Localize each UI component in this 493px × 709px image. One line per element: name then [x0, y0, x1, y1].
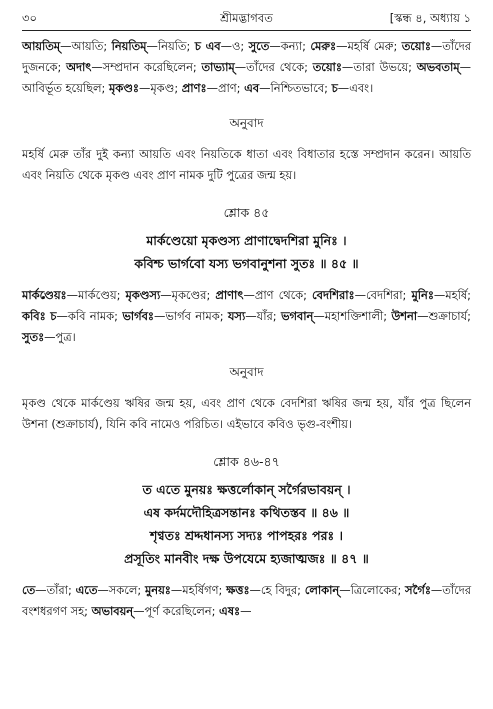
synonym-meaning: তাঁদের বংশধরগণ সহ: [22, 583, 471, 618]
synonym-word: সর্গৈঃ: [405, 583, 431, 597]
synonym-meaning: মহাশক্তিশালী: [324, 309, 384, 323]
synonym-word: চ এব: [194, 39, 221, 53]
synonym-meaning: নিশ্চিতভাবে: [270, 81, 325, 95]
chapter-reference: [স্কন্ধ ৪, অধ্যায় ১: [389, 11, 471, 25]
synonym-word: প্রাণঃ: [181, 81, 207, 95]
synonym-meaning: এবং: [349, 81, 370, 95]
page-header: [22, 10, 471, 30]
synonym-word: বেদশিরাঃ: [312, 288, 355, 302]
synonym-word: আয়তিম্: [22, 39, 61, 53]
synonym-word: এষঃ: [219, 604, 241, 618]
synonym-meaning: মৃকণ্ড: [150, 81, 175, 95]
synonym-word: তাভ্যাম্: [201, 60, 235, 74]
synonym-meaning: সম্প্রদান করেছিলেন: [102, 60, 193, 74]
synonym-word: চ: [331, 81, 338, 95]
synonym-word: নিয়তিম্: [111, 39, 147, 53]
synonym-word: মৃকণ্ডস্য: [125, 288, 161, 302]
synonym-meaning: ভার্গব নামক: [165, 309, 220, 323]
synonym-word: মেরুঃ: [310, 39, 337, 53]
synonym-meaning: আয়তি: [71, 39, 104, 53]
page-number: ৩০: [22, 11, 37, 25]
synonym-meaning: প্রাণ: [217, 81, 237, 95]
page-body: [22, 36, 471, 622]
synonym-meaning: মৃকণ্ডের: [171, 288, 207, 302]
synonym-meaning: তাঁদের দুজনকে: [22, 39, 471, 74]
synonym-meaning: পূর্ণ করেছিলেন: [144, 604, 212, 618]
synonym-meaning: মহর্ষি: [445, 288, 468, 302]
book-title: শ্রীমদ্ভাগবত: [220, 11, 273, 25]
synonym-word: লোকান্: [304, 583, 340, 597]
verse-line: এষ কর্দমদৌহিত্রসন্তানঃ কথিতস্তব ॥ ৪৬ ॥: [143, 505, 350, 520]
synonym-word: মৃকণ্ডঃ: [108, 81, 139, 95]
verse-line: ত এতে মুনয়ঃ ক্ষত্তর্লোকান্ সর্গৈরভাবয়ন্ ।: [142, 482, 351, 497]
synonym-word: তয়োঃ: [312, 60, 342, 74]
synonyms-paragraph: তে—তাঁরা; এতে—সকলে; মুনয়ঃ—মহর্ষিগণ; ক্ষত্তঃ—হে বিদুর; লোকান্—ত্রিলোকের; সর্গৈঃ—তাঁদের বংশধরগণ সহ; অভাবয়ন্—পূর্ণ করেছিলেন; এষঃ—: [22, 583, 471, 618]
synonym-word: এব: [244, 81, 260, 95]
synonyms-paragraph: আয়তিম্—আয়তি; নিয়তিম্—নিয়তি; চ এব—ও; সুতে—কন্যা; মেরুঃ—মহর্ষি মেরু; তয়োঃ—তাঁদের দুজনকে; অদাৎ—সম্প্রদান করেছিলেন; তাভ্যাম্—তাঁদের থেকে; তয়োঃ—তারা উভয়ে; অভবতাম্—আবির্ভূত হয়েছিল; মৃকণ্ডঃ—মৃকণ্ড; প্রাণঃ—প্রাণ; এব—নিশ্চিতভাবে; চ—এবং।: [22, 39, 471, 95]
synonym-word: ক্ষত্তঃ: [226, 583, 250, 597]
synonym-meaning: মার্কণ্ডেয়: [78, 288, 117, 302]
synonym-meaning: নিয়তি: [157, 39, 187, 53]
verse-label: শ্লোক ৪৫: [223, 205, 270, 220]
translation-paragraph: মহর্ষি মেরু তাঁর দুই কন্যা আয়তি এবং নিয়তিকে ধাতা এবং বিধাতার হস্তে সম্প্রদান করেন। আয়তি এবং নিয়তি থেকে মৃকণ্ড এবং প্রাণ নামক দুটি পুত্রের জন্ম হয়।: [22, 147, 471, 182]
synonym-meaning: ত্রিলোকের: [350, 583, 398, 597]
verse-line: মার্কণ্ডেয়ো মৃকণ্ডস্য প্রাণাদ্বেদশিরা মুনিঃ ।: [146, 233, 347, 248]
synonym-word: অভাবয়ন্: [91, 604, 134, 618]
synonym-word: মুনয়ঃ: [144, 583, 171, 597]
synonym-word: প্রাণাৎ: [215, 288, 244, 302]
synonym-word: এতে: [75, 583, 98, 597]
verse-line: কবিশ্চ ভার্গবো যস্য ভগবানুশনা সুতঃ ॥ ৪৫ ॥: [134, 256, 359, 271]
synonym-word: সুতঃ: [22, 330, 45, 344]
synonym-meaning: প্রাণ থেকে: [254, 288, 304, 302]
synonym-word: অভবতাম্: [416, 60, 460, 74]
synonym-meaning: বেদশিরা: [366, 288, 403, 302]
translation-heading: অনুবাদ: [229, 116, 264, 130]
synonym-meaning: আবির্ভূত হয়েছিল: [22, 81, 102, 95]
translation-heading: অনুবাদ: [229, 365, 264, 379]
synonym-word: তে: [22, 583, 36, 597]
synonym-word: ভগবান্: [280, 309, 314, 323]
synonym-meaning: সকলে: [108, 583, 138, 597]
synonym-word: মার্কণ্ডেয়ঃ: [22, 288, 67, 302]
synonym-meaning: পুত্র: [55, 330, 72, 344]
synonym-meaning: তাঁদের থেকে: [246, 60, 305, 74]
synonym-word: উশনা: [391, 309, 418, 323]
verse-line: প্রসূতিং মানবীং দক্ষ উপযেমে হ্যজাত্মজঃ ॥ ৪৭ ॥: [124, 551, 369, 566]
synonym-word: ভার্গবঃ: [122, 309, 154, 323]
synonyms-paragraph: মার্কণ্ডেয়ঃ—মার্কণ্ডেয়; মৃকণ্ডস্য—মৃকণ্ডের; প্রাণাৎ—প্রাণ থেকে; বেদশিরাঃ—বেদশিরা; মুনিঃ—মহর্ষি; কবিঃ চ—কবি নামক; ভার্গবঃ—ভার্গব নামক; যস্য—যাঁর; ভগবান্—মহাশক্তিশালী; উশনা—শুক্রাচার্য; সুতঃ—পুত্র।: [22, 288, 471, 344]
verse-line: শৃণ্বতঃ শ্রদ্দধানস্য সদ্যঃ পাপহরঃ পরঃ ।: [149, 528, 344, 543]
synonym-word: অদাৎ: [66, 60, 92, 74]
translation-paragraph: মৃকণ্ড থেকে মার্কণ্ডেয় ঋষির জন্ম হয়, এবং প্রাণ থেকে বেদশিরা ঋষির জন্ম হয়, যাঁর পুত্র ছিলেন উশনা (শুক্রাচার্য), যিনি কবি নামেও পরিচিত। এইভাবে কবিও ভৃগু-বংশীয়।: [22, 396, 471, 431]
synonym-meaning: মহর্ষি মেরু: [347, 39, 394, 53]
synonym-meaning: হে বিদুর: [260, 583, 298, 597]
verse-label: শ্লোক ৪৬-৪৭: [213, 454, 280, 469]
synonym-meaning: ও: [232, 39, 241, 53]
header-rule: [22, 30, 471, 31]
synonym-word: কবিঃ চ: [22, 309, 57, 323]
synonym-meaning: কবি নামক: [67, 309, 115, 323]
synonym-meaning: মহর্ষিগণ: [182, 583, 219, 597]
synonym-meaning: তারা উভয়ে: [353, 60, 409, 74]
synonym-word: মুনিঃ: [411, 288, 434, 302]
synonym-word: যস্য: [227, 309, 246, 323]
synonym-meaning: যাঁর: [256, 309, 273, 323]
synonym-word: সুতে: [248, 39, 270, 53]
synonym-word: তয়োঃ: [401, 39, 431, 53]
synonym-meaning: শুক্রাচার্য: [428, 309, 468, 323]
synonym-meaning: তাঁরা: [46, 583, 68, 597]
synonym-meaning: কন্যা: [280, 39, 303, 53]
